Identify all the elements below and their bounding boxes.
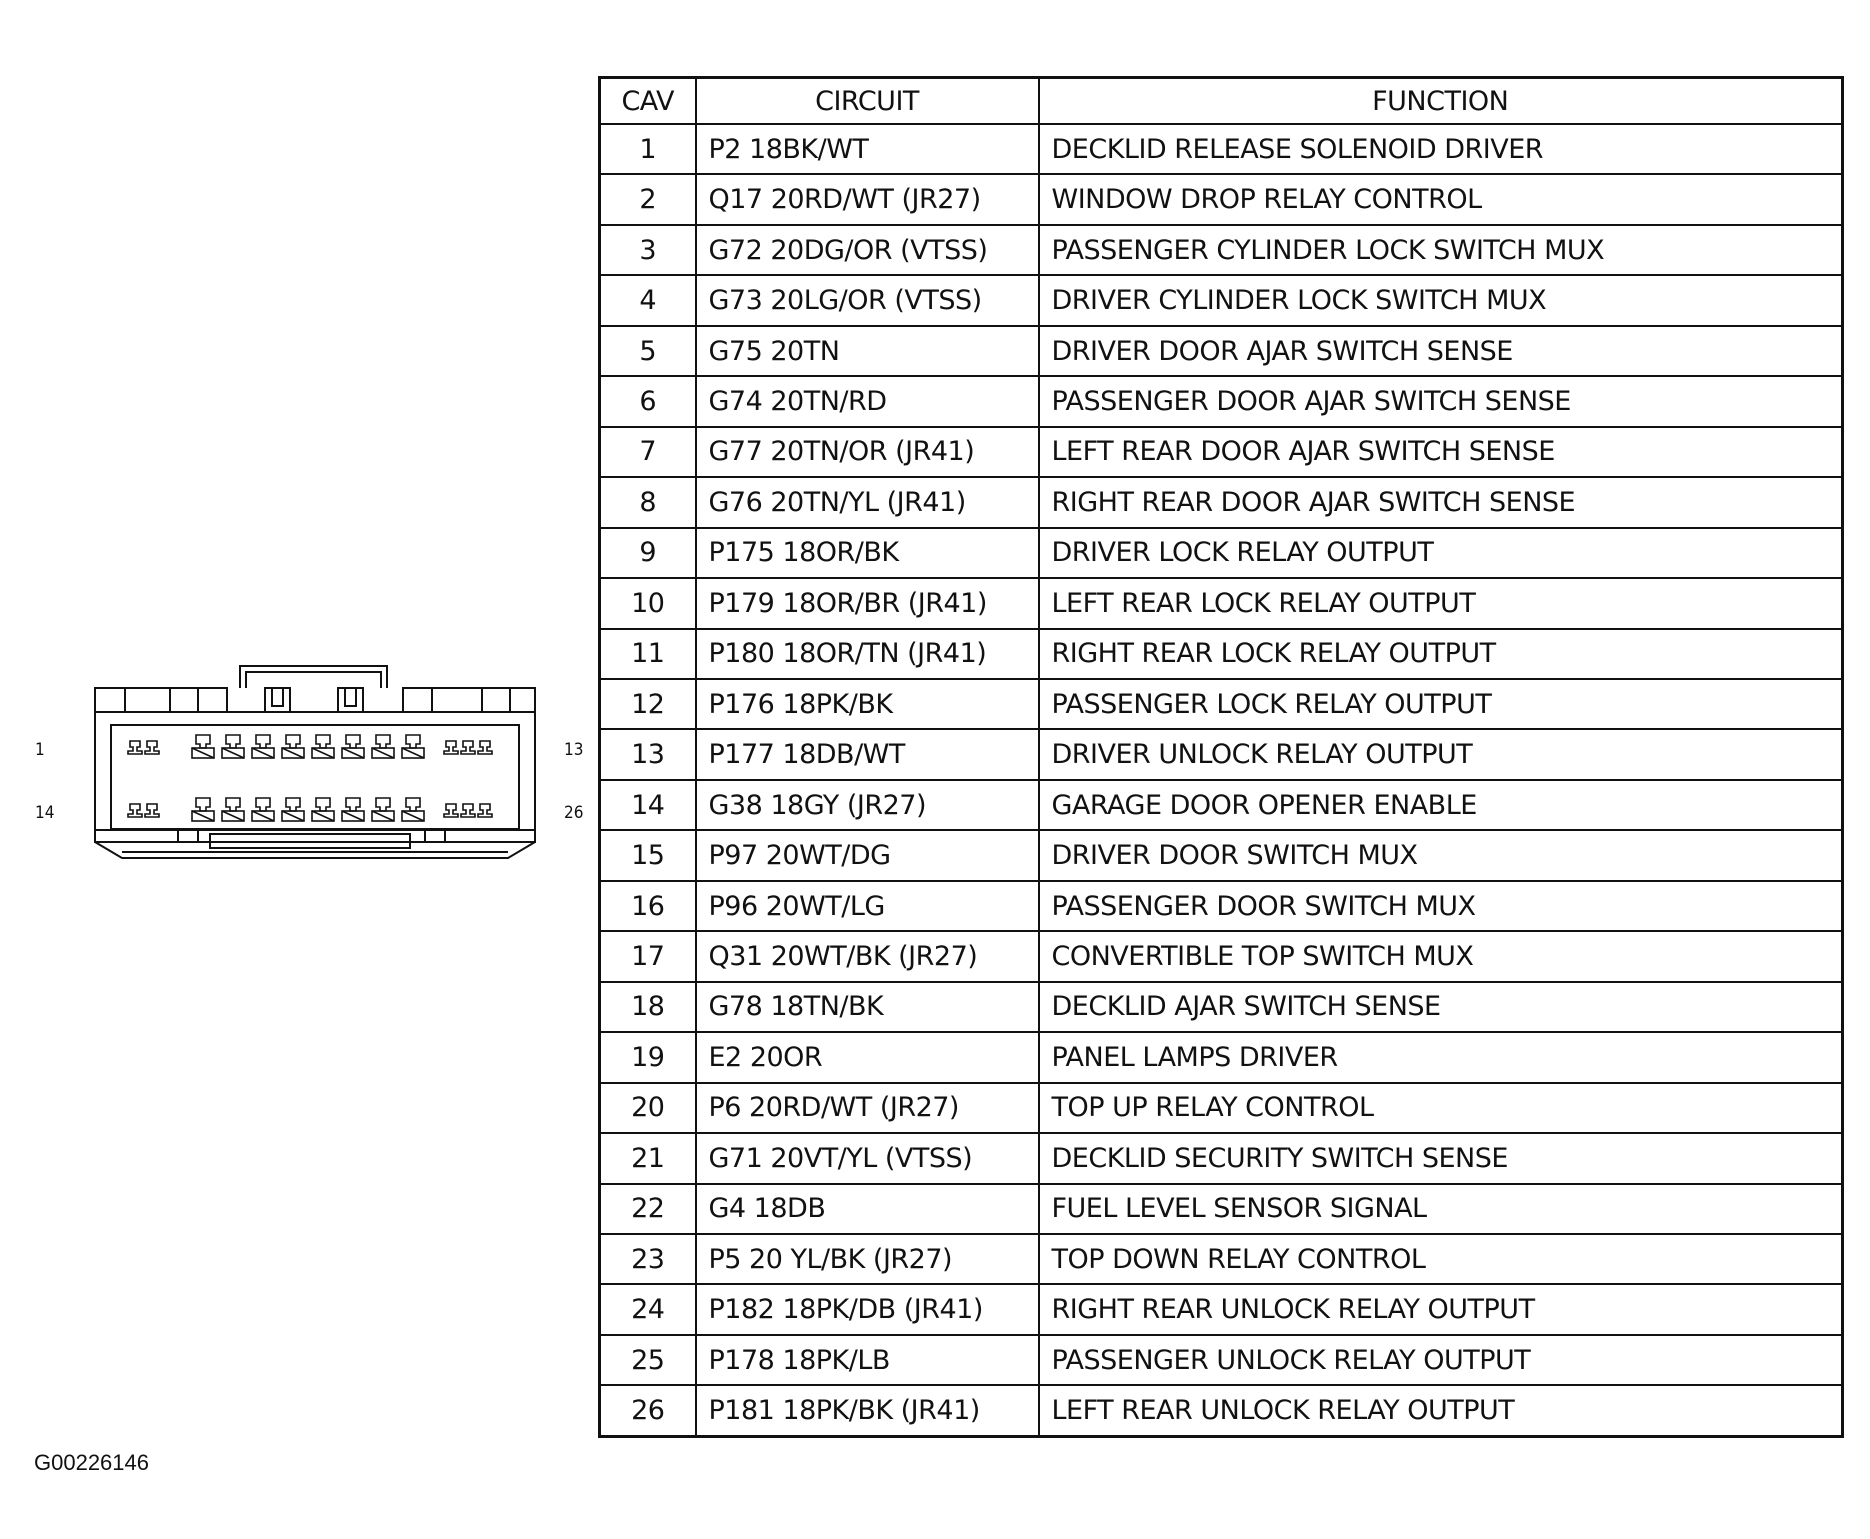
table-row — [600, 1284, 1843, 1334]
function-cell: WINDOW DROP RELAY CONTROL — [1039, 174, 1843, 224]
cavity-large — [282, 735, 304, 758]
cavity-large — [372, 735, 394, 758]
table-row — [600, 982, 1843, 1032]
connector-face-drawing — [20, 640, 580, 900]
cav-cell: 8 — [600, 477, 696, 527]
function-cell: RIGHT REAR UNLOCK RELAY OUTPUT — [1039, 1284, 1843, 1334]
circuit-cell: G74 20TN/RD — [696, 376, 1039, 426]
cav-cell: 19 — [600, 1032, 696, 1082]
function-cell: PASSENGER CYLINDER LOCK SWITCH MUX — [1039, 225, 1843, 275]
function-cell: DRIVER LOCK RELAY OUTPUT — [1039, 528, 1843, 578]
pinout-table — [598, 76, 1844, 1438]
cav-cell: 25 — [600, 1335, 696, 1385]
cavity-small — [145, 741, 159, 754]
function-cell: TOP DOWN RELAY CONTROL — [1039, 1234, 1843, 1284]
cavity-small — [478, 741, 492, 754]
circuit-cell: P176 18PK/BK — [696, 679, 1039, 729]
table-row — [600, 275, 1843, 325]
cavity-small — [461, 804, 475, 817]
cavity-small — [128, 804, 142, 817]
table-row — [600, 729, 1843, 779]
cav-cell: 21 — [600, 1133, 696, 1183]
table-row — [600, 1234, 1843, 1284]
cav-cell: 5 — [600, 326, 696, 376]
table-row — [600, 931, 1843, 981]
function-cell: DRIVER DOOR SWITCH MUX — [1039, 830, 1843, 880]
table-row — [600, 326, 1843, 376]
table-row — [600, 881, 1843, 931]
circuit-cell: P179 18OR/BR (JR41) — [696, 578, 1039, 628]
table-row — [600, 174, 1843, 224]
circuit-cell: P178 18PK/LB — [696, 1335, 1039, 1385]
circuit-cell: P181 18PK/BK (JR41) — [696, 1385, 1039, 1436]
circuit-cell: P97 20WT/DG — [696, 830, 1039, 880]
circuit-cell: P182 18PK/DB (JR41) — [696, 1284, 1039, 1334]
pin-label-26: 26 — [564, 803, 584, 823]
circuit-cell: G78 18TN/BK — [696, 982, 1039, 1032]
table-row — [600, 528, 1843, 578]
cavity-small — [128, 741, 142, 754]
cav-cell: 10 — [600, 578, 696, 628]
cavity-small — [444, 741, 458, 754]
cavity-large — [402, 798, 424, 821]
table-row — [600, 124, 1843, 174]
cavity-large — [222, 798, 244, 821]
cav-cell: 15 — [600, 830, 696, 880]
function-cell: PASSENGER LOCK RELAY OUTPUT — [1039, 679, 1843, 729]
cavity-small — [461, 741, 475, 754]
cav-cell: 6 — [600, 376, 696, 426]
circuit-cell: G38 18GY (JR27) — [696, 780, 1039, 830]
cavity-large — [192, 798, 214, 821]
circuit-cell: G77 20TN/OR (JR41) — [696, 427, 1039, 477]
table-row — [600, 477, 1843, 527]
header-circuit: CIRCUIT — [696, 78, 1039, 125]
table-row — [600, 830, 1843, 880]
function-cell: DRIVER CYLINDER LOCK SWITCH MUX — [1039, 275, 1843, 325]
table-row — [600, 427, 1843, 477]
connector-cavities — [128, 735, 492, 821]
header-function: FUNCTION — [1039, 78, 1843, 125]
table-row — [600, 1184, 1843, 1234]
cav-cell: 9 — [600, 528, 696, 578]
cav-cell: 14 — [600, 780, 696, 830]
cavity-large — [312, 798, 334, 821]
circuit-cell: G72 20DG/OR (VTSS) — [696, 225, 1039, 275]
cav-cell: 23 — [600, 1234, 696, 1284]
function-cell: TOP UP RELAY CONTROL — [1039, 1083, 1843, 1133]
cavity-large — [192, 735, 214, 758]
figure-id: G00226146 — [34, 1450, 149, 1475]
circuit-cell: P5 20 YL/BK (JR27) — [696, 1234, 1039, 1284]
function-cell: CONVERTIBLE TOP SWITCH MUX — [1039, 931, 1843, 981]
table-row — [600, 578, 1843, 628]
function-cell: PASSENGER DOOR AJAR SWITCH SENSE — [1039, 376, 1843, 426]
function-cell: DECKLID AJAR SWITCH SENSE — [1039, 982, 1843, 1032]
function-cell: GARAGE DOOR OPENER ENABLE — [1039, 780, 1843, 830]
cavity-small — [444, 804, 458, 817]
cav-cell: 3 — [600, 225, 696, 275]
cavity-small — [145, 804, 159, 817]
pin-label-1: 1 — [35, 740, 45, 760]
function-cell: RIGHT REAR LOCK RELAY OUTPUT — [1039, 629, 1843, 679]
cavity-large — [342, 735, 364, 758]
circuit-cell: G75 20TN — [696, 326, 1039, 376]
circuit-cell: P177 18DB/WT — [696, 729, 1039, 779]
function-cell: LEFT REAR LOCK RELAY OUTPUT — [1039, 578, 1843, 628]
function-cell: DECKLID SECURITY SWITCH SENSE — [1039, 1133, 1843, 1183]
circuit-cell: Q17 20RD/WT (JR27) — [696, 174, 1039, 224]
cav-cell: 16 — [600, 881, 696, 931]
cavity-large — [312, 735, 334, 758]
table-row — [600, 376, 1843, 426]
table-header-row — [600, 78, 1843, 125]
circuit-cell: G73 20LG/OR (VTSS) — [696, 275, 1039, 325]
cav-cell: 22 — [600, 1184, 696, 1234]
cav-cell: 18 — [600, 982, 696, 1032]
cavity-large — [372, 798, 394, 821]
table-row — [600, 1032, 1843, 1082]
cav-cell: 24 — [600, 1284, 696, 1334]
connector-diagram — [20, 640, 584, 900]
table-row — [600, 629, 1843, 679]
function-cell: DRIVER DOOR AJAR SWITCH SENSE — [1039, 326, 1843, 376]
cavity-large — [402, 735, 424, 758]
cav-cell: 13 — [600, 729, 696, 779]
circuit-cell: G4 18DB — [696, 1184, 1039, 1234]
circuit-cell: P180 18OR/TN (JR41) — [696, 629, 1039, 679]
cavity-large — [342, 798, 364, 821]
cav-cell: 2 — [600, 174, 696, 224]
function-cell: RIGHT REAR DOOR AJAR SWITCH SENSE — [1039, 477, 1843, 527]
table-row — [600, 1335, 1843, 1385]
cav-cell: 1 — [600, 124, 696, 174]
circuit-cell: P96 20WT/LG — [696, 881, 1039, 931]
function-cell: LEFT REAR UNLOCK RELAY OUTPUT — [1039, 1385, 1843, 1436]
cavity-large — [282, 798, 304, 821]
table-row — [600, 780, 1843, 830]
function-cell: DECKLID RELEASE SOLENOID DRIVER — [1039, 124, 1843, 174]
circuit-cell: P6 20RD/WT (JR27) — [696, 1083, 1039, 1133]
cavity-large — [222, 735, 244, 758]
cav-cell: 12 — [600, 679, 696, 729]
table-row — [600, 679, 1843, 729]
cav-cell: 26 — [600, 1385, 696, 1436]
circuit-cell: Q31 20WT/BK (JR27) — [696, 931, 1039, 981]
cav-cell: 7 — [600, 427, 696, 477]
pin-label-14: 14 — [35, 803, 55, 823]
cav-cell: 11 — [600, 629, 696, 679]
circuit-cell: G76 20TN/YL (JR41) — [696, 477, 1039, 527]
table-row — [600, 1083, 1843, 1133]
function-cell: DRIVER UNLOCK RELAY OUTPUT — [1039, 729, 1843, 779]
table-row — [600, 1385, 1843, 1436]
cav-cell: 20 — [600, 1083, 696, 1133]
cav-cell: 17 — [600, 931, 696, 981]
function-cell: FUEL LEVEL SENSOR SIGNAL — [1039, 1184, 1843, 1234]
function-cell: PANEL LAMPS DRIVER — [1039, 1032, 1843, 1082]
circuit-cell: E2 20OR — [696, 1032, 1039, 1082]
function-cell: LEFT REAR DOOR AJAR SWITCH SENSE — [1039, 427, 1843, 477]
pin-label-13: 13 — [564, 740, 584, 760]
header-cav: CAV — [600, 78, 696, 125]
circuit-cell: G71 20VT/YL (VTSS) — [696, 1133, 1039, 1183]
circuit-cell: P175 18OR/BK — [696, 528, 1039, 578]
function-cell: PASSENGER DOOR SWITCH MUX — [1039, 881, 1843, 931]
table-row — [600, 1133, 1843, 1183]
cav-cell: 4 — [600, 275, 696, 325]
pinout-table-body — [600, 124, 1843, 1437]
cavity-large — [252, 798, 274, 821]
circuit-cell: P2 18BK/WT — [696, 124, 1039, 174]
function-cell: PASSENGER UNLOCK RELAY OUTPUT — [1039, 1335, 1843, 1385]
cavity-small — [478, 804, 492, 817]
table-row — [600, 225, 1843, 275]
cavity-large — [252, 735, 274, 758]
